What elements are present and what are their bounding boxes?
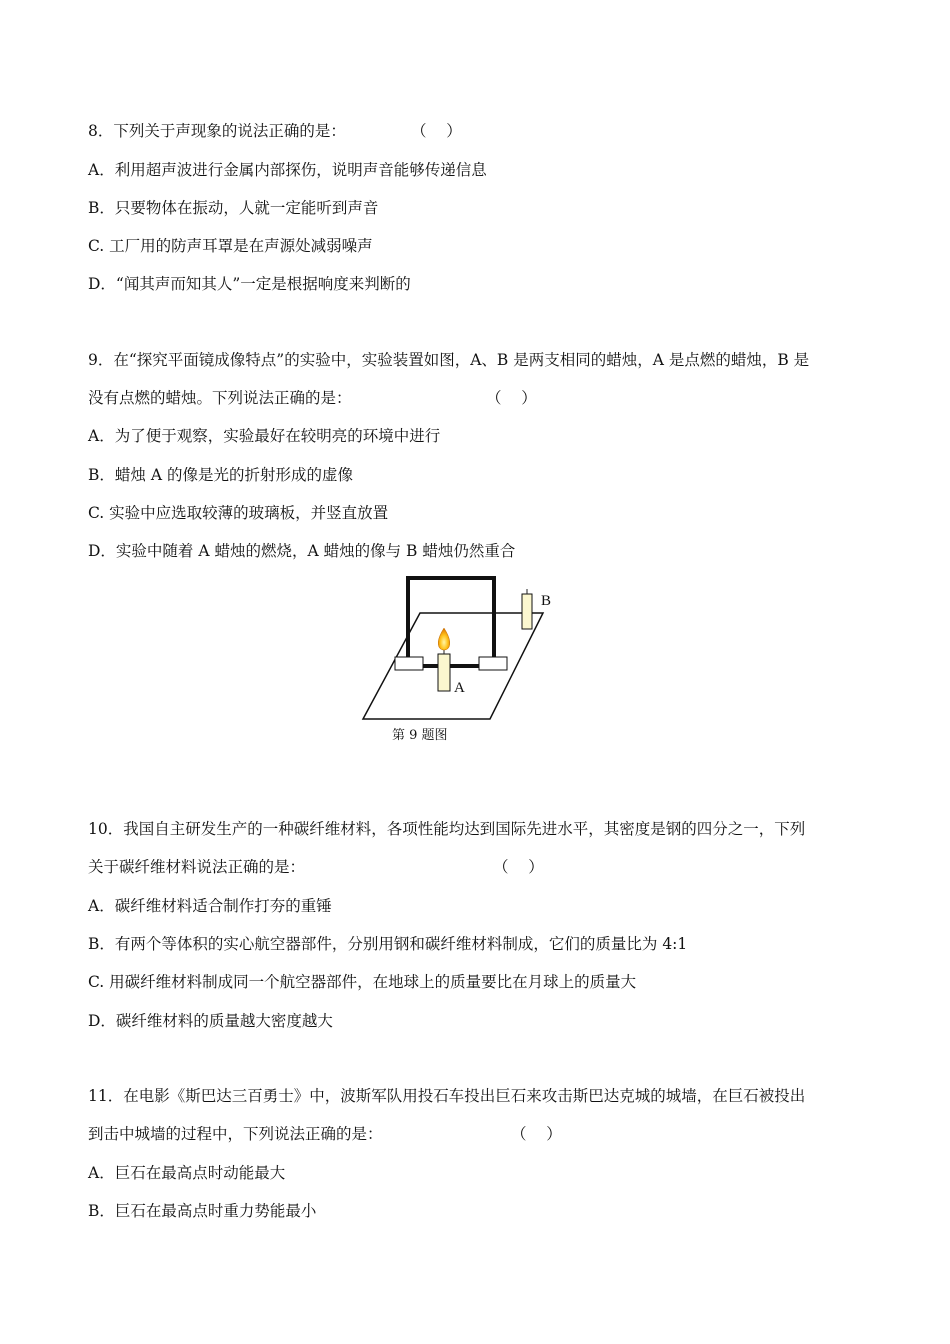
figure-label-a: A	[454, 680, 465, 696]
q9-figure-mirror-experiment	[355, 570, 565, 730]
q8-stem: 8．下列关于声现象的说法正确的是：	[88, 122, 346, 140]
q10-stem-line1: 10．我国自主研发生产的一种碳纤维材料，各项性能均达到国际先进水平，其密度是钢的四分之一，下列	[88, 820, 806, 838]
q11-stem-line1: 11．在电影《斯巴达三百勇士》中，波斯军队用投石车投出巨石来攻击斯巴达克城的城墙，在巨石被投出	[88, 1087, 806, 1105]
q9-option-b: B．蜡烛 A 的像是光的折射形成的虚像	[88, 466, 353, 484]
q9-answer-paren: （ ）	[486, 389, 537, 407]
q10-option-b: B．有两个等体积的实心航空器部件，分别用钢和碳纤维材料制成，它们的质量比为 4:1	[88, 935, 688, 953]
q8-option-a: A．利用超声波进行金属内部探伤，说明声音能够传递信息	[88, 161, 487, 179]
q9-stem-line2: 没有点燃的蜡烛。下列说法正确的是：	[88, 389, 352, 407]
q10-option-c: C. 用碳纤维材料制成同一个航空器部件，在地球上的质量要比在月球上的质量大	[88, 973, 637, 991]
q9-option-c: C. 实验中应选取较薄的玻璃板，并竖直放置	[88, 504, 389, 522]
q9-option-d: D．实验中随着 A 蜡烛的燃烧，A 蜡烛的像与 B 蜡烛仍然重合	[88, 542, 516, 560]
q8-answer-paren: （ ）	[411, 122, 462, 140]
figure-label-b: B	[541, 593, 552, 609]
glass-plate	[408, 578, 494, 666]
q9-stem-line1: 9．在“探究平面镜成像特点”的实验中，实验装置如图，A、B 是两支相同的蜡烛，A 是点燃的蜡烛，B 是	[88, 351, 810, 369]
q11-option-a: A．巨石在最高点时动能最大	[88, 1164, 286, 1182]
flame-icon	[438, 628, 450, 650]
q8-option-c: C. 工厂用的防声耳罩是在声源处减弱噪声	[88, 237, 373, 255]
support-block-right	[479, 657, 507, 670]
q10-option-d: D．碳纤维材料的质量越大密度越大	[88, 1012, 333, 1030]
q10-stem-line2: 关于碳纤维材料说法正确的是：	[88, 858, 306, 876]
q8-option-b: B．只要物体在振动，人就一定能听到声音	[88, 199, 379, 217]
q10-answer-paren: （ ）	[493, 858, 544, 876]
candle-a	[438, 654, 450, 691]
q11-option-b: B．巨石在最高点时重力势能最小	[88, 1202, 317, 1220]
figure-caption: 第 9 题图	[392, 728, 448, 743]
q11-answer-paren: （ ）	[511, 1125, 562, 1143]
q10-option-a: A．碳纤维材料适合制作打夯的重锤	[88, 897, 332, 915]
q11-stem-line2: 到击中城墙的过程中，下列说法正确的是：	[88, 1125, 383, 1143]
q8-option-d: D．“闻其声而知其人”一定是根据响度来判断的	[88, 275, 411, 293]
q9-option-a: A．为了便于观察，实验最好在较明亮的环境中进行	[88, 427, 441, 445]
candle-b	[522, 594, 532, 629]
support-block-left	[395, 657, 423, 670]
